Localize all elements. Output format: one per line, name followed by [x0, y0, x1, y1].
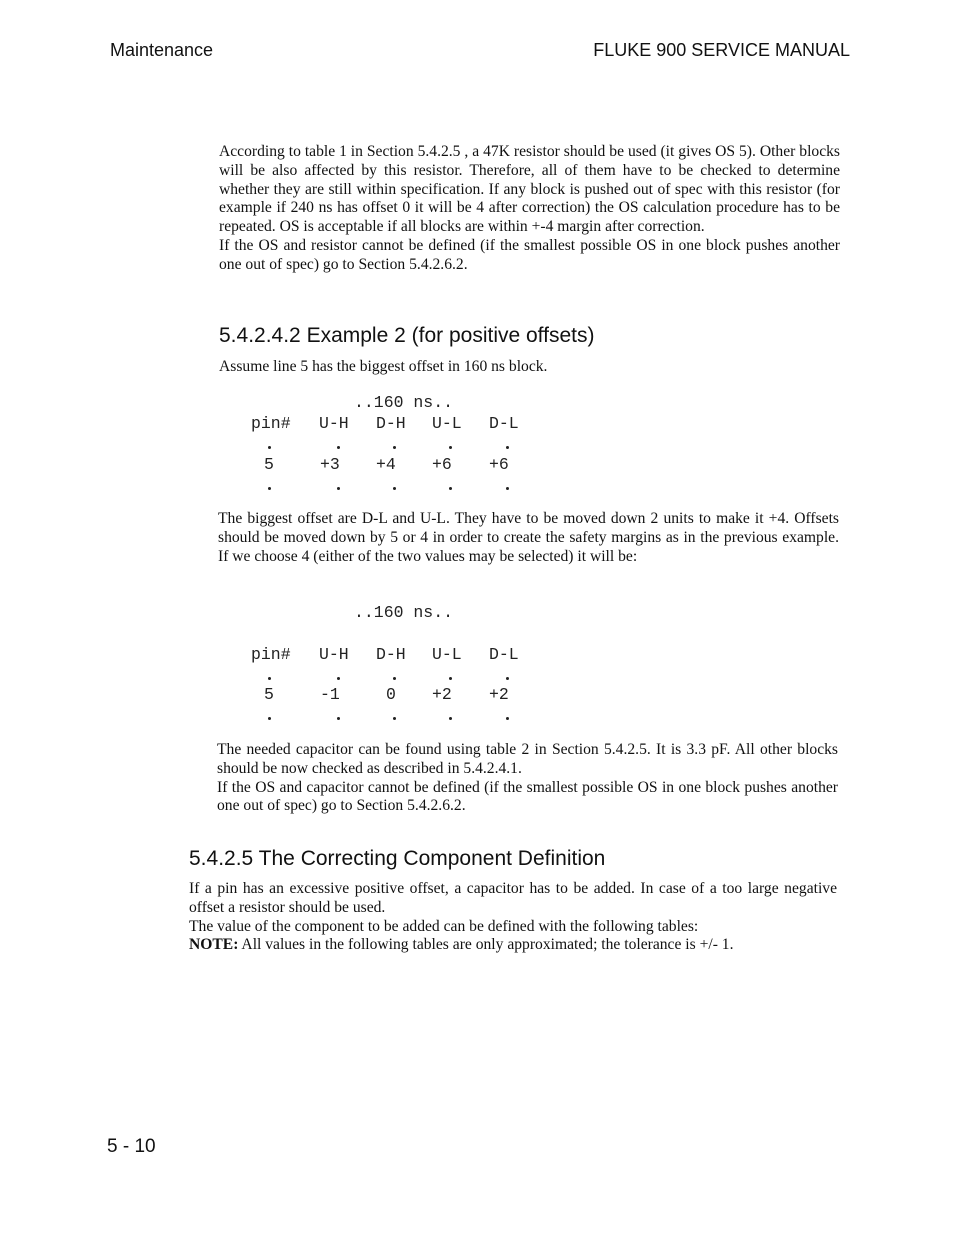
section-heading-correcting-component: 5.4.2.5 The Correcting Component Definition — [189, 847, 606, 870]
table-1-cell-dl: +6 — [489, 455, 509, 474]
table-2-dot — [449, 677, 452, 680]
table-2-dot — [268, 677, 271, 680]
table-2-dot — [268, 717, 271, 720]
intro-paragraph-line-2: If the OS and resistor cannot be defined (if the smallest possible OS in one block pushes another one out of spec) go to Section 5.4.2.6.2. — [219, 236, 840, 273]
running-header-left: Maintenance — [110, 40, 214, 60]
table-1-header-dl: D-L — [489, 414, 519, 433]
table-1-header-ul: U-L — [432, 414, 462, 433]
table-2-header-uh: U-H — [319, 645, 349, 664]
table-1-cell-pin: 5 — [264, 455, 274, 474]
explanation-paragraph: The biggest offset are D-L and U-L. They have to be moved down 2 units to make it +4. Offsets should be moved down by 5 or 4 in order to create the safety margins as in the previous example. If we choose 4 (either of the two values may be selected) it will be: — [218, 510, 839, 565]
table-1-cell-dh: +4 — [376, 455, 396, 474]
table-2-dot — [506, 677, 509, 680]
component-definition-paragraph — [189, 880, 837, 955]
intro-paragraph-line-1: According to table 1 in Section 5.4.2.5 , a 47K resistor should be used (it gives OS 5). Other blocks will be also affected by this resistor. Therefore, all of them have to be checked to determine whether they are still within specification. If any block is pushed out of spec with this resistor (for example if 240 ns has offset 0 it will be 4 after correction) the OS calculation procedure has to be repeated. OS is acceptable if all blocks are within +-4 margin after correction. — [219, 143, 840, 236]
intro-paragraph — [219, 143, 840, 275]
capacitor-paragraph — [217, 741, 838, 816]
table-2-cell-dh: 0 — [386, 685, 396, 704]
capacitor-paragraph-line-2: If the OS and capacitor cannot be defined (if the smallest possible OS in one block pushes another one out of spec) go to Section 5.4.2.6.2. — [217, 778, 838, 815]
table-1-dot — [449, 487, 452, 490]
table-2-header-pin: pin# — [251, 645, 291, 664]
table-1-dot — [393, 446, 396, 449]
table-2-dot — [393, 717, 396, 720]
table-2-cell-uh: -1 — [320, 685, 340, 704]
table-1-dot — [393, 487, 396, 490]
page-number: 5 - 10 — [107, 1136, 156, 1157]
note-label: NOTE: — [189, 936, 239, 954]
running-header-right: FLUKE 900 SERVICE MANUAL — [593, 40, 850, 60]
component-definition-line-1: If a pin has an excessive positive offset, a capacitor has to be added. In case of a too large negative offset a resistor should be used. — [189, 880, 837, 916]
table-1-header-pin: pin# — [251, 414, 291, 433]
table-1-header-uh: U-H — [319, 414, 349, 433]
table-2-dot — [337, 717, 340, 720]
table-1-title: ..160 ns.. — [354, 393, 454, 412]
table-2-header-dl: D-L — [489, 645, 519, 664]
table-2-dot — [506, 717, 509, 720]
table-1-dot — [449, 446, 452, 449]
note-line — [189, 936, 837, 955]
table-1-dot — [268, 487, 271, 490]
table-1-dot — [506, 487, 509, 490]
table-2-cell-pin: 5 — [264, 685, 274, 704]
table-2-cell-dl: +2 — [489, 685, 509, 704]
table-2-dot — [337, 677, 340, 680]
table-2-title: ..160 ns.. — [354, 603, 454, 622]
table-1-dot — [506, 446, 509, 449]
section-heading-example-2: 5.4.2.4.2 Example 2 (for positive offsets) — [219, 324, 595, 347]
capacitor-paragraph-line-1: The needed capacitor can be found using table 2 in Section 5.4.2.5. It is 3.3 pF. All other blocks should be now checked as described in 5.4.2.4.1. — [217, 741, 838, 777]
table-1-cell-ul: +6 — [432, 455, 452, 474]
table-2-header-dh: D-H — [376, 645, 406, 664]
table-1-dot — [337, 487, 340, 490]
note-text: All values in the following tables are only approximated; the tolerance is +/- 1. — [238, 936, 734, 954]
component-definition-line-2: The value of the component to be added can be defined with the following tables: — [189, 917, 699, 935]
assumption-text: Assume line 5 has the biggest offset in 160 ns block. — [219, 358, 548, 375]
table-2-dot — [393, 677, 396, 680]
table-2-cell-ul: +2 — [432, 685, 452, 704]
table-2-dot — [449, 717, 452, 720]
table-1-cell-uh: +3 — [320, 455, 340, 474]
table-1-dot — [337, 446, 340, 449]
table-1-dot — [268, 446, 271, 449]
table-2-header-ul: U-L — [432, 645, 462, 664]
table-1-header-dh: D-H — [376, 414, 406, 433]
